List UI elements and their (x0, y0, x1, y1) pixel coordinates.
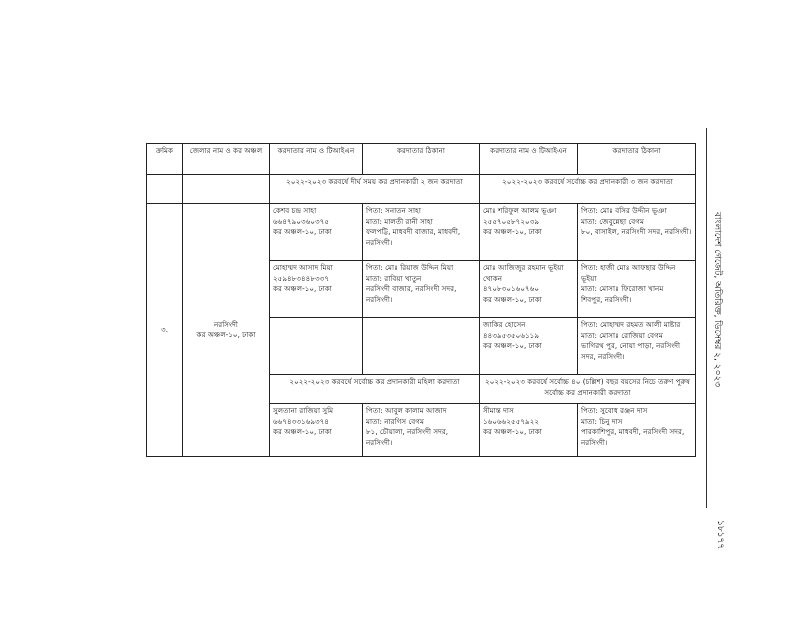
address: নরসিংদী বাজার, নরসিংদী সদর, নরসিংদী। (366, 284, 457, 304)
mother-name: মাতা: জেবুন্নেছা বেগম (581, 216, 644, 226)
header-serial: ক্রমিক (147, 144, 183, 175)
header-taxpayer-name-1: করদাতার নাম ও টিআইএন (270, 144, 363, 175)
taxpayer-name: জাকির হোসেন (483, 320, 526, 329)
taxpayer-name: মোহাম্মদ আসাদ মিয়া (273, 263, 333, 272)
taxpayer-address-cell (578, 318, 696, 375)
address: শিবপুর, নরসিংদী। (581, 294, 632, 304)
taxpayer-address-cell (363, 204, 480, 261)
header-taxpayer-name-2: করদাতার নাম ও টিআইএন (480, 144, 578, 175)
taxpayer-zone: কর অঞ্চল-১০, ঢাকা (483, 341, 542, 350)
taxpayer-address-cell (578, 261, 696, 318)
taxpayer-name: সীমান্ত দাস (483, 406, 514, 415)
taxpayer-zone: কর অঞ্চল-১০, ঢাকা (483, 294, 542, 304)
taxpayer-name-cell (270, 204, 363, 261)
taxpayer-address-cell (363, 404, 480, 457)
taxpayer-zone: কর অঞ্চল-১০, ঢাকা (273, 427, 332, 436)
taxpayer-address-cell (363, 261, 480, 318)
father-name: পিতা: মোঃ রিয়াজ উদ্দিন মিয়া (366, 263, 454, 272)
district-cell (183, 204, 270, 457)
mother-name: মাতা: রাবিয়া খাতুন (366, 273, 422, 283)
father-name: পিতা: সনাতন সাহা (366, 206, 421, 215)
father-name: পিতা: হাজী মোঃ আফছার উদ্দিন ভূইয়া (581, 263, 676, 283)
taxpayer-tin: ২৫৯৪৮৩৪৪৮৩৩৭ (273, 273, 330, 283)
gazette-header: বাংলাদেশ গেজেট, অতিরিক্ত, ডিসেম্বর ২, ২০২৩ (712, 212, 722, 388)
taxpayer-zone: কর অঞ্চল-১০, ঢাকা (273, 284, 332, 293)
father-name: পিতা: আবুল কালাম আজাদ (366, 406, 447, 415)
taxpayer-tin: ৪৭০৮৩০১৬০৭৬০ (483, 284, 540, 293)
subheader-female: ২০২২-২০২৩ করবর্ষে সর্বোচ্চ কর প্রদানকারী মহিলা করদাতা (270, 375, 480, 404)
taxpayer-tin: ২৫৫৭০৫৮৭২০৩৯ (483, 216, 540, 226)
address: ফলপট্টি, মাধবদী বাজার, মাধবদী, নরসিংদী। (366, 227, 461, 247)
subheader-young: ২০২২-২০২৩ করবর্ষে সর্বোচ্চ ৪০ (চল্লিশ) বছর বয়সের নিচে তরুণ পুরুষ সর্বোচ্চ কর প্রদানকারী করদাতা (480, 375, 696, 404)
father-name: পিতা: মোহাম্মদ রহমত আলী মাষ্টার (581, 320, 681, 329)
mother-name: মাতা: মোসাঃ রোজিয়া বেগম (581, 330, 663, 340)
taxpayer-tin: ১৬০৬৬২৫৫৭৯২২ (483, 416, 540, 426)
header-district: জেলার নাম ও কর অঞ্চল (183, 144, 270, 175)
taxpayer-name: মোঃ আজিজুর রহমান ভূইয়া খোকন (483, 263, 564, 283)
taxpayer-name-cell (270, 261, 363, 318)
address: ভাগিরথ পুর, নোয়া পাড়া, নরসিংদী সদর, নরসিংদী। (581, 341, 681, 361)
taxpayer-zone: কর অঞ্চল-১০, ঢাকা (273, 227, 332, 236)
taxpayer-name-cell (480, 204, 578, 261)
father-name: পিতা: মোঃ বসির উদ্দীন ভূঞা (581, 206, 667, 215)
taxpayer-address-cell (578, 204, 696, 261)
district-name: নরসিংদী (214, 319, 238, 329)
taxpayer-name: সুলতানা রাজিয়া সুমি (273, 406, 334, 415)
mother-name: মাতা: মালতী রানী সাহা (366, 216, 433, 226)
taxpayer-name: কেশব চন্দ্র সাহা (273, 206, 317, 215)
mother-name: মাতা: চিনু দাস (581, 416, 623, 426)
mother-name: মাতা: নারগিস বেগম (366, 416, 425, 426)
address: পারকাশিপুর, মাধবদী, নরসিংদী সদর, নরসিংদী। (581, 427, 685, 447)
subheader-highest: ২০২২-২০২৩ করবর্ষে সর্বোচ্চ কর প্রদানকারী ৩ জন করদাতা (480, 175, 696, 204)
taxpayer-zone: কর অঞ্চল-১০, ঢাকা (483, 427, 542, 436)
taxpayer-name-cell (480, 318, 578, 375)
subheader-long-term: ২০২২-২০২৩ করবর্ষে দীর্ঘ সময় কর প্রদানকারী ২ জন করদাতা (270, 175, 480, 204)
taxpayer-tin: ৬৬৭৪৩৩১৬৯৩৭৪ (273, 416, 330, 426)
blank-cell (363, 318, 480, 375)
taxpayer-name-cell (480, 261, 578, 318)
header-taxpayer-address-1: করদাতার ঠিকানা (363, 144, 480, 175)
address: ৮০, বাসাইল, নরসিংদী সদর, নরসিংদী। (581, 227, 692, 236)
blank-cell (270, 318, 363, 375)
father-name: পিতা: সুবোধ রঞ্জন দাস (581, 406, 648, 415)
taxpayer-address-cell (578, 404, 696, 457)
table-row (147, 204, 696, 261)
blank-cell (147, 175, 183, 204)
serial-cell: ৩. (147, 204, 183, 457)
header-taxpayer-address-2: করদাতার ঠিকানা (578, 144, 696, 175)
taxpayer-name-cell (480, 404, 578, 457)
address: ৮১, চৌয়ালা, নরসিংদী সদর, নরসিংদী। (366, 427, 449, 447)
district-zone: কর অঞ্চল-১০, ঢাকা (196, 330, 256, 339)
subheader-row (147, 175, 696, 204)
page-number: ১৮১৭৭ (715, 520, 725, 550)
taxpayer-tin: ৬৬৪৭৯০৩৬০৩৭৫ (273, 216, 330, 226)
taxpayer-name-cell (270, 404, 363, 457)
blank-cell (183, 175, 270, 204)
taxpayer-tin: ৪৪৩৯৫৩৫০৬১১৯ (483, 330, 540, 340)
mother-name: মাতা: মোসাঃ ফিরোজা খানম (581, 284, 664, 293)
header-rule (706, 128, 707, 508)
taxpayer-name: মোঃ শরিফুল আলম ভূঞা (483, 206, 557, 215)
taxpayer-zone: কর অঞ্চল-১০, ঢাকা (483, 227, 542, 236)
header-row (147, 144, 696, 175)
taxpayer-table (146, 143, 696, 457)
